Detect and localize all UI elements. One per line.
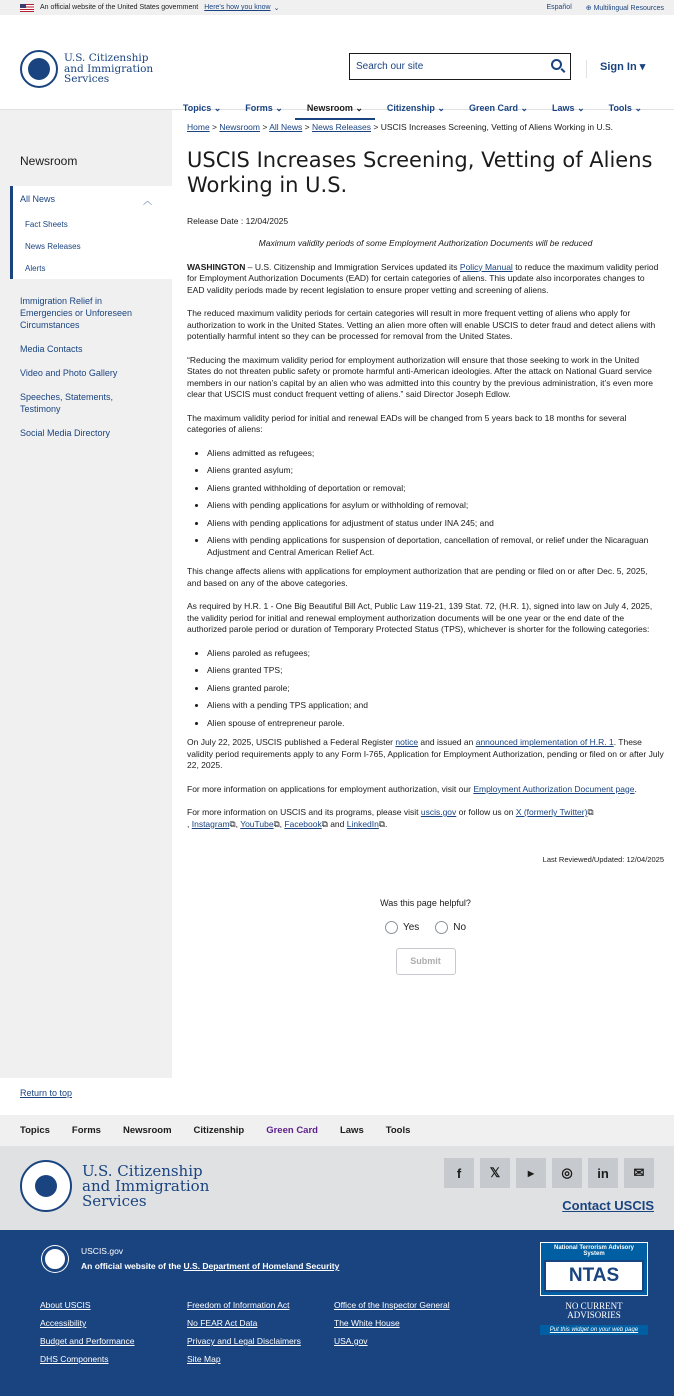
instagram-link[interactable]: Instagram <box>191 818 230 829</box>
footer-official-text: An official website of the <box>81 1261 184 1271</box>
sidebar-heading: Newsroom <box>20 154 78 168</box>
list-item: • Aliens granted asylum; <box>207 465 664 477</box>
facebook-icon[interactable]: f <box>444 1158 474 1188</box>
list-item: • Aliens with pending applications for adjustment of status under INA 245; and <box>207 518 664 530</box>
return-to-top-link[interactable]: Return to top <box>20 1088 73 1098</box>
feedback-yes-radio[interactable] <box>385 921 419 934</box>
footer-link-foia[interactable]: Freedom of Information Act <box>187 1300 290 1310</box>
ntas-box <box>540 1242 648 1296</box>
article-subtitle: Maximum validity periods of some Employment Authorization Documents will be reduced <box>258 238 593 248</box>
footer-link-budget[interactable]: Budget and Performance <box>40 1336 135 1346</box>
nav-laws[interactable]: Laws ⌄ <box>552 103 585 113</box>
dhs-link[interactable]: U.S. Department of Homeland Security <box>183 1261 340 1271</box>
footer-nav-topics[interactable]: Topics <box>20 1125 50 1136</box>
list-18-month <box>207 448 664 559</box>
social-links <box>444 1158 654 1188</box>
gov-banner <box>0 0 674 15</box>
contact-uscis-link[interactable]: Contact USCIS <box>562 1198 654 1213</box>
list-item: • Aliens with pending applications for asylum or withholding of removal; <box>207 500 664 512</box>
sidebar-all-news-group <box>10 186 172 279</box>
ntas-title: National Terrorism Advisory System <box>553 1245 635 1257</box>
ntas-status: NO CURRENT ADVISORIES <box>565 1301 623 1320</box>
footer-nav <box>0 1115 674 1146</box>
site-header <box>0 15 674 113</box>
sidebar <box>0 110 172 1078</box>
breadcrumb-home[interactable]: Home <box>187 122 210 132</box>
footer-link-no-fear[interactable]: No FEAR Act Data <box>187 1318 258 1328</box>
footer-brand-text <box>81 1244 339 1274</box>
ntas-widget-link[interactable]: Put this widget on your web page <box>540 1325 648 1335</box>
dhs-seal-icon <box>20 50 58 88</box>
radio-no[interactable] <box>435 921 448 934</box>
sidebar-item-speeches[interactable]: Speeches, Statements, Testimony <box>20 392 114 414</box>
feedback-question: Was this page helpful? <box>380 897 471 908</box>
us-flag-icon <box>20 4 34 12</box>
sidebar-item-all-news[interactable] <box>20 194 172 207</box>
how-you-know-link[interactable]: Here's how you know <box>204 4 271 11</box>
official-text: An official website of the United States government <box>40 4 199 11</box>
list-item: • Aliens granted TPS; <box>207 665 664 677</box>
search-icon[interactable] <box>551 59 562 70</box>
feedback-submit-button[interactable]: Submit <box>396 948 456 975</box>
sidebar-item-fact-sheets[interactable]: Fact Sheets <box>25 220 68 229</box>
external-link-icon: ⧉ <box>273 818 280 829</box>
release-date: Release Date : 12/04/2025 <box>187 215 289 226</box>
yes-label: Yes <box>402 922 420 934</box>
footer-logo-line1: U.S. Citizenship <box>82 1161 203 1180</box>
dateline: WASHINGTON <box>187 261 246 272</box>
chevron-down-icon: ⌄ <box>273 4 280 12</box>
nav-newsroom[interactable]: Newsroom ⌄ <box>295 103 375 120</box>
list-item: • Aliens granted parole; <box>207 683 664 695</box>
list-item: • Aliens admitted as refugees; <box>207 448 664 460</box>
breadcrumb-newsroom[interactable]: Newsroom <box>219 122 260 132</box>
paragraph-1: WASHINGTON – U.S. Citizenship and Immigration Services updated its Policy Manual to reduce the maximum validity period for Employment Authorization Documents (EAD) for certain categories of aliens. This update also incorporates changes to EAD validity periods made by recent legislation to ensure proper vetting and screening of aliens. <box>187 261 659 295</box>
return-to-top-bar <box>0 1078 674 1115</box>
dhs-seal-icon <box>42 1246 68 1272</box>
footer-nav-tools[interactable]: Tools <box>385 1125 411 1136</box>
paragraph-6: As required by H.R. 1 - One Big Beautiful Bill Act, Public Law 119-21, 139 Stat. 72, (H.R. 1), signed into law on July 4, 2025, the validity period for initial and renewal employment authorization documents will be one year or the end date of the authorized parole period or duration of Temporary Protected Status (TPS), whichever is shorter for the following categories: <box>187 601 653 634</box>
footer-link-about[interactable]: About USCIS <box>40 1300 91 1310</box>
all-news-label: All News <box>20 194 56 204</box>
ead-page-link[interactable]: Employment Authorization Document page <box>473 783 635 794</box>
youtube-icon[interactable]: ▶ <box>516 1158 546 1188</box>
list-item: • Aliens paroled as refugees; <box>207 648 664 660</box>
x-icon[interactable]: 𝕏 <box>480 1158 510 1188</box>
ntas-widget[interactable] <box>540 1242 648 1335</box>
external-link-icon: ⧉ <box>229 818 236 829</box>
footer-middle <box>0 1146 674 1230</box>
footer-logo-line2: and Immigration <box>82 1176 210 1195</box>
footer-link-site-map[interactable]: Site Map <box>187 1354 221 1364</box>
footer-link-usa-gov[interactable]: USA.gov <box>334 1336 368 1346</box>
search-placeholder: Search our site <box>356 61 424 72</box>
nav-green-card[interactable]: Green Card ⌄ <box>468 103 529 113</box>
footer-nav-newsroom[interactable]: Newsroom <box>122 1125 172 1136</box>
sidebar-item-media-contacts[interactable]: Media Contacts <box>20 344 83 354</box>
sidebar-item-social-media[interactable]: Social Media Directory <box>20 428 111 438</box>
no-label: No <box>453 922 467 934</box>
feedback-no-radio[interactable] <box>435 921 466 934</box>
paragraph-8: For more information on applications for employment authorization, visit our Employment Authorization Document page. <box>187 783 637 794</box>
logo-text <box>64 53 153 85</box>
list-one-year <box>207 648 664 730</box>
logo-line1: U.S. Citizenship <box>64 52 149 65</box>
external-link-icon: ⧉ <box>321 818 328 829</box>
footer-logo-line3: Services <box>82 1191 147 1210</box>
footer-nav-forms[interactable]: Forms <box>71 1125 101 1136</box>
linkedin-link[interactable]: LinkedIn <box>346 818 379 829</box>
breadcrumb-all-news[interactable]: All News <box>269 122 303 132</box>
paragraph-5: This change affects aliens with applications for employment authorization that are pending or filed on or after Dec. 5, 2025, and based on any of the above categories. <box>187 566 648 588</box>
footer-link-accessibility[interactable]: Accessibility <box>40 1318 87 1328</box>
sidebar-item-immigration-relief[interactable]: Immigration Relief in Emergencies or Unforeseen Circumstances <box>20 296 133 330</box>
external-link-icon: ⧉ <box>587 807 594 817</box>
dhs-seal-icon <box>20 1160 72 1212</box>
nav-citizenship[interactable]: Citizenship ⌄ <box>386 103 445 113</box>
sidebar-item-alerts[interactable]: Alerts <box>25 264 46 273</box>
paragraph-9: For more information on USCIS and its programs, please visit uscis.gov or follow us on X (formerly Twitter)⧉ , Instagram⧉, YouTube⧉, Facebook⧉ and LinkedIn⧉. <box>187 807 594 829</box>
federal-register-notice-link[interactable]: notice <box>395 737 419 747</box>
logo-line3: Services <box>64 73 110 86</box>
page-title: USCIS Increases Screening, Vetting of Aliens Working in U.S. <box>187 147 653 197</box>
breadcrumb: Home > Newsroom > All News > News Releases > USCIS Increases Screening, Vetting of Aliens Working in U.S. <box>187 122 614 132</box>
sidebar-item-video-gallery[interactable]: Video and Photo Gallery <box>20 368 118 378</box>
list-item: • Alien spouse of entrepreneur parole. <box>207 718 664 730</box>
footer-logo-text <box>82 1161 210 1210</box>
nav-tools[interactable]: Tools ⌄ <box>608 103 642 113</box>
hr1-implementation-link[interactable]: announced implementation of H.R. 1 <box>475 737 614 747</box>
list-item: • Aliens with pending applications for suspension of deportation, cancellation of removal, or relief under the Nicaraguan Adjustment and Central American Relief Act. <box>207 535 664 558</box>
footer-link-oig[interactable]: Office of the Inspector General <box>334 1300 450 1310</box>
last-reviewed: Last Reviewed/Updated: 12/04/2025 <box>542 855 664 864</box>
radio-yes[interactable] <box>385 921 398 934</box>
footer-nav-citizenship[interactable]: Citizenship <box>193 1125 245 1136</box>
paragraph-3: “Reducing the maximum validity period for employment authorization will ensure that those seeking to work in the United States do not threaten public safety or promote harmful anti-American ideologies. After the attack on National Guard service members in our nation’s capital by an alien who was admitted into this country by the previous administration, it’s even more clear that USCIS must conduct frequent vetting of aliens.” said Director Joseph Edlow. <box>187 354 654 399</box>
list-item: • Aliens granted withholding of deportation or removal; <box>207 483 664 495</box>
footer-nav-laws[interactable]: Laws <box>339 1125 364 1136</box>
breadcrumb-news-releases[interactable]: News Releases <box>311 122 372 132</box>
linkedin-icon[interactable]: in <box>588 1158 618 1188</box>
nav-forms[interactable]: Forms ⌄ <box>245 103 283 113</box>
breadcrumb-current: USCIS Increases Screening, Vetting of Aliens Working in U.S. <box>380 122 614 132</box>
external-link-icon: ⧉ <box>378 818 385 829</box>
footer-link-white-house[interactable]: The White House <box>334 1318 400 1328</box>
logo-line2: and Immigration <box>64 62 154 75</box>
multilingual-link[interactable] <box>586 4 664 12</box>
caret-down-icon: ▾ <box>639 61 646 73</box>
chevron-up-icon: ︿ <box>142 196 152 206</box>
feedback-options <box>187 921 664 934</box>
multilingual-label: Multilingual Resources <box>593 4 664 12</box>
footer-links <box>40 1300 484 1364</box>
email-icon[interactable]: ✉ <box>624 1158 654 1188</box>
ntas-logo: NTAS <box>544 1260 644 1292</box>
x-twitter-link[interactable]: X (formerly Twitter) <box>515 807 588 817</box>
paragraph-2: The reduced maximum validity periods for certain categories will result in more frequent vetting of aliens who apply for authorization to work in the United States. Vetting an alien more often will enable USCIS to deter fraud and detect aliens with potentially harmful intent so they can be processed for removal from the United States. <box>187 308 656 341</box>
footer-nav-green-card[interactable]: Green Card <box>266 1125 318 1136</box>
footer-link-dhs-components[interactable]: DHS Components <box>40 1354 109 1364</box>
uscis-logo[interactable] <box>20 50 153 88</box>
instagram-icon[interactable]: ◎ <box>552 1158 582 1188</box>
footer-uscis-logo[interactable] <box>20 1160 209 1212</box>
paragraph-4: The maximum validity period for initial and renewal EADs will be changed from 5 years back to 18 months for several categories of aliens: <box>187 412 627 434</box>
list-item: • Aliens with a pending TPS application; and <box>207 700 664 712</box>
globe-icon: ⊕ <box>585 4 592 12</box>
sign-in-label: Sign In <box>600 61 637 73</box>
policy-manual-link[interactable]: Policy Manual <box>459 261 513 272</box>
facebook-link[interactable]: Facebook <box>284 818 322 829</box>
main-content <box>172 110 674 1078</box>
search-input[interactable] <box>349 53 571 80</box>
footer-site-name: USCIS.gov <box>81 1246 124 1256</box>
main-nav <box>171 103 654 120</box>
uscis-gov-link[interactable]: uscis.gov <box>420 807 457 817</box>
footer-bottom <box>0 1230 674 1396</box>
footer-brand <box>42 1244 339 1274</box>
sidebar-item-news-releases[interactable]: News Releases <box>25 242 81 251</box>
footer-link-privacy[interactable]: Privacy and Legal Disclaimers <box>187 1336 301 1346</box>
nav-topics[interactable]: Topics ⌄ <box>182 103 222 113</box>
espanol-link[interactable]: Español <box>546 3 572 11</box>
youtube-link[interactable]: YouTube <box>240 818 274 829</box>
sign-in-button[interactable] <box>586 60 645 78</box>
paragraph-7: On July 22, 2025, USCIS published a Federal Register notice and issued an announced implementation of H.R. 1. These validity period requirements apply to any Form I-765, Application for Employment Authorization, pending or filed on or after July 22, 2025. <box>187 737 664 770</box>
